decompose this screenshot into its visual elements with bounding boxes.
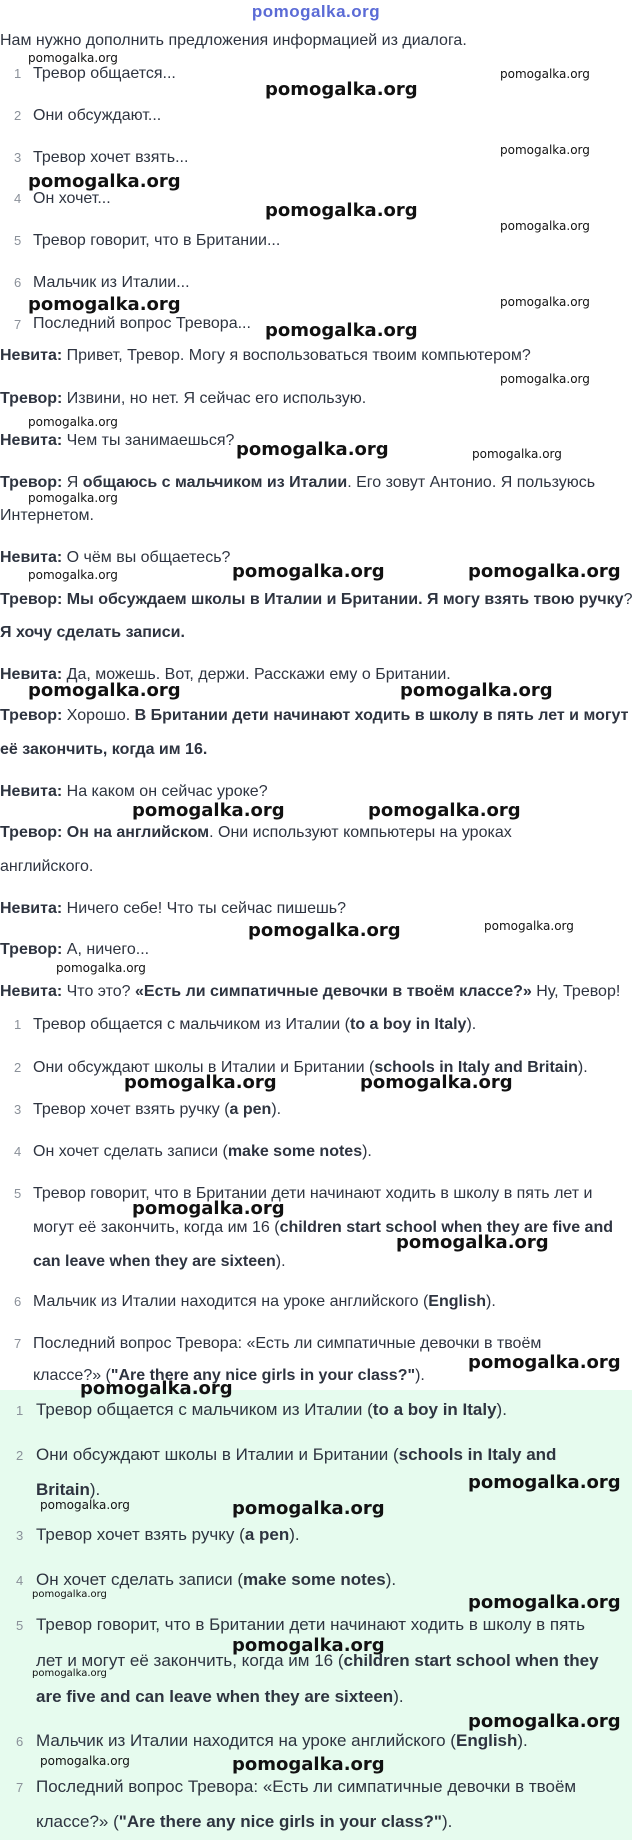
watermark: pomogalka.org xyxy=(265,200,418,221)
task-item: Последний вопрос Тревора... xyxy=(33,315,251,332)
answer-number: 2 xyxy=(16,1448,24,1463)
dialog-text: О чём вы общаетесь? xyxy=(62,549,231,566)
dialog-text: Привет, Тревор. Могу я воспользоваться твоим компьютером? xyxy=(62,347,531,364)
answer-item: Последний вопрос Тревора: «Есть ли симпатичные девочки в твоём xyxy=(36,1777,577,1796)
dialog-text: На каком он сейчас уроке? xyxy=(62,783,268,800)
task-number: 5 xyxy=(14,233,22,248)
task-number: 3 xyxy=(14,150,22,165)
watermark: pomogalka.org xyxy=(232,561,385,582)
watermark: pomogalka.org xyxy=(28,51,118,65)
answer-number: 7 xyxy=(16,1780,24,1795)
answer-number: 4 xyxy=(14,1144,22,1159)
answer-number: 3 xyxy=(16,1528,24,1543)
dialog-text-bold: В Британии дети начинают ходить в школу в пять лет и могут xyxy=(134,707,629,724)
watermark: pomogalka.org xyxy=(484,919,574,933)
dialog-text: Хорошо. xyxy=(62,707,135,724)
watermark: pomogalka.org xyxy=(40,1498,130,1512)
answer-number: 6 xyxy=(16,1734,24,1749)
dialog-text: Да, можешь. Вот, держи. Расскажи ему о Британии. xyxy=(62,666,451,683)
dialog-line xyxy=(0,706,628,726)
dialog-text: Чем ты занимаешься? xyxy=(62,432,235,449)
watermark: pomogalka.org xyxy=(500,295,590,309)
dialog-line: Интернетом. xyxy=(0,507,94,524)
speaker: Невита: xyxy=(0,900,63,917)
answer-item: Последний вопрос Тревора: «Есть ли симпатичные девочки в твоём xyxy=(33,1335,542,1352)
watermark: pomogalka.org xyxy=(265,79,418,100)
watermark: pomogalka.org xyxy=(468,1352,621,1373)
answer-item-cont: могут её закончить, когда им 16 (children start school when they are five and xyxy=(33,1219,613,1236)
answer-number: 5 xyxy=(14,1186,22,1201)
watermark: pomogalka.org xyxy=(132,1198,285,1219)
dialog-text: Что это? xyxy=(62,983,135,1000)
watermark: pomogalka.org xyxy=(32,1668,107,1679)
watermark: pomogalka.org xyxy=(80,1378,233,1399)
dialog-line xyxy=(0,473,595,493)
answer-item: Мальчик из Италии находится на уроке английского (English). xyxy=(33,1293,496,1310)
dialog-line xyxy=(0,940,149,960)
speaker: Тревор: xyxy=(0,474,63,491)
answer-number: 3 xyxy=(14,1102,22,1117)
task-number: 6 xyxy=(14,275,22,290)
watermark: pomogalka.org xyxy=(232,1754,385,1775)
dialog-line xyxy=(0,982,620,1002)
watermark: pomogalka.org xyxy=(28,171,181,192)
watermark: pomogalka.org xyxy=(32,1589,107,1600)
speaker: Тревор: xyxy=(0,941,63,958)
task-item: Они обсуждают... xyxy=(33,107,162,124)
answer-item: Он хочет сделать записи (make some notes). xyxy=(33,1143,372,1160)
dialog-line xyxy=(0,782,268,802)
dialog-text: . Они используют компьютеры на уроках xyxy=(209,824,512,841)
answer-item: Тревор говорит, что в Британии дети начинают ходить в школу в пять xyxy=(36,1615,585,1634)
dialog-line xyxy=(0,346,531,366)
task-number: 1 xyxy=(14,66,22,81)
task-number: 2 xyxy=(14,108,22,123)
watermark: pomogalka.org xyxy=(28,680,181,701)
dialog-line: английского. xyxy=(0,858,94,875)
task-item: Тревор говорит, что в Британии... xyxy=(33,232,281,249)
watermark: pomogalka.org xyxy=(500,219,590,233)
watermark: pomogalka.org xyxy=(368,800,521,821)
answer-item-cont: Britain). xyxy=(36,1480,101,1499)
watermark: pomogalka.org xyxy=(40,1754,130,1768)
watermark: pomogalka.org xyxy=(500,67,590,81)
speaker: Невита: xyxy=(0,666,63,683)
speaker: Невита: xyxy=(0,783,63,800)
answer-number: 5 xyxy=(16,1618,24,1633)
answer-item-cont: классе?» ("Are there any nice girls in your class?"). xyxy=(36,1812,453,1831)
watermark: pomogalka.org xyxy=(236,439,389,460)
answer-number: 6 xyxy=(14,1294,22,1309)
dialog-line: Я хочу сделать записи. xyxy=(0,624,185,641)
answer-item: Мальчик из Италии находится на уроке английского (English). xyxy=(36,1731,528,1750)
dialog-text: Я xyxy=(62,474,83,491)
answer-item: Тревор общается с мальчиком из Италии (to a boy in Italy). xyxy=(36,1400,507,1419)
speaker: Тревор: xyxy=(0,591,63,608)
answer-item-cont: are five and can leave when they are sixteen). xyxy=(36,1687,404,1706)
watermark: pomogalka.org xyxy=(28,568,118,582)
dialog-text-bold: Мы обсуждаем школы в Италии и Британии. Я могу взять твою ручку xyxy=(62,591,624,608)
answer-item: Тревор хочет взять ручку (a pen). xyxy=(33,1101,282,1118)
answer-item-cont: can leave when they are sixteen). xyxy=(33,1253,286,1270)
answer-number: 2 xyxy=(14,1060,22,1075)
watermark: pomogalka.org xyxy=(400,680,553,701)
dialog-text: Ну, Тревор! xyxy=(531,983,621,1000)
answer-item: Тревор общается с мальчиком из Италии (to a boy in Italy). xyxy=(33,1016,477,1033)
dialog-text-bold: общаюсь с мальчиком из Италии xyxy=(82,474,348,491)
speaker: Невита: xyxy=(0,983,63,1000)
dialog-text-bold: Он на английском xyxy=(62,824,210,841)
dialog-text-bold: «Есть ли симпатичные девочки в твоём классе?» xyxy=(135,983,532,1000)
dialog-text: Ничего себе! Что ты сейчас пишешь? xyxy=(62,900,347,917)
task-number: 4 xyxy=(14,191,22,206)
answer-item: Тревор говорит, что в Британии дети начинают ходить в школу в пять лет и xyxy=(33,1185,593,1202)
answer-number: 4 xyxy=(16,1573,24,1588)
answer-number: 1 xyxy=(16,1403,24,1418)
answer-number: 7 xyxy=(14,1336,22,1351)
intro-text: Нам нужно дополнить предложения информацией из диалога. xyxy=(0,32,467,49)
answer-item-cont: лет и могут её закончить, когда им 16 (children start school when they xyxy=(36,1651,599,1670)
speaker: Тревор: xyxy=(0,824,63,841)
watermark: pomogalka.org xyxy=(472,447,562,461)
watermark: pomogalka.org xyxy=(265,320,418,341)
task-number: 7 xyxy=(14,317,22,332)
dialog-line xyxy=(0,431,234,451)
answer-item: Они обсуждают школы в Италии и Британии (schools in Italy and Britain). xyxy=(33,1059,588,1076)
dialog-line xyxy=(0,590,632,610)
task-item: Мальчик из Италии... xyxy=(33,274,190,291)
watermark: pomogalka.org xyxy=(232,1635,385,1656)
answer-item: Он хочет сделать записи (make some notes). xyxy=(36,1570,397,1589)
watermark: pomogalka.org xyxy=(28,294,181,315)
task-item: Тревор общается... xyxy=(33,65,176,82)
watermark: pomogalka.org xyxy=(28,415,118,429)
dialog-text: А, ничего... xyxy=(62,941,150,958)
watermark: pomogalka.org xyxy=(468,561,621,582)
task-item: Он хочет... xyxy=(33,190,111,207)
watermark: pomogalka.org xyxy=(28,491,118,505)
watermark: pomogalka.org xyxy=(248,920,401,941)
watermark: pomogalka.org xyxy=(500,143,590,157)
dialog-line xyxy=(0,899,346,919)
watermark: pomogalka.org xyxy=(468,1711,621,1732)
watermark: pomogalka.org xyxy=(396,1232,549,1253)
speaker: Невита: xyxy=(0,549,63,566)
watermark: pomogalka.org xyxy=(132,800,285,821)
site-title[interactable]: pomogalka.org xyxy=(251,2,381,21)
dialog-text: Извини, но нет. Я сейчас его использую. xyxy=(62,390,367,407)
speaker: Тревор: xyxy=(0,390,63,407)
speaker: Невита: xyxy=(0,347,63,364)
dialog-line xyxy=(0,548,230,568)
dialog-text: ? xyxy=(623,591,632,608)
answer-item: Тревор хочет взять ручку (a pen). xyxy=(36,1525,300,1544)
speaker: Тревор: xyxy=(0,707,63,724)
watermark: pomogalka.org xyxy=(124,1072,277,1093)
watermark: pomogalka.org xyxy=(56,961,146,975)
dialog-text: . Его зовут Антонио. Я пользуюсь xyxy=(347,474,596,491)
speaker: Невита: xyxy=(0,432,63,449)
watermark: pomogalka.org xyxy=(468,1592,621,1613)
answer-item: Они обсуждают школы в Италии и Британии (schools in Italy and xyxy=(36,1445,557,1464)
dialog-line: её закончить, когда им 16. xyxy=(0,741,208,758)
answer-item-cont: классе?» ("Are there any nice girls in your class?"). xyxy=(33,1367,425,1384)
watermark: pomogalka.org xyxy=(232,1498,385,1519)
answer-number: 1 xyxy=(14,1017,22,1032)
dialog-line xyxy=(0,823,512,843)
watermark: pomogalka.org xyxy=(468,1472,621,1493)
watermark: pomogalka.org xyxy=(500,372,590,386)
dialog-line xyxy=(0,389,366,409)
task-item: Тревор хочет взять... xyxy=(33,149,189,166)
watermark: pomogalka.org xyxy=(360,1072,513,1093)
